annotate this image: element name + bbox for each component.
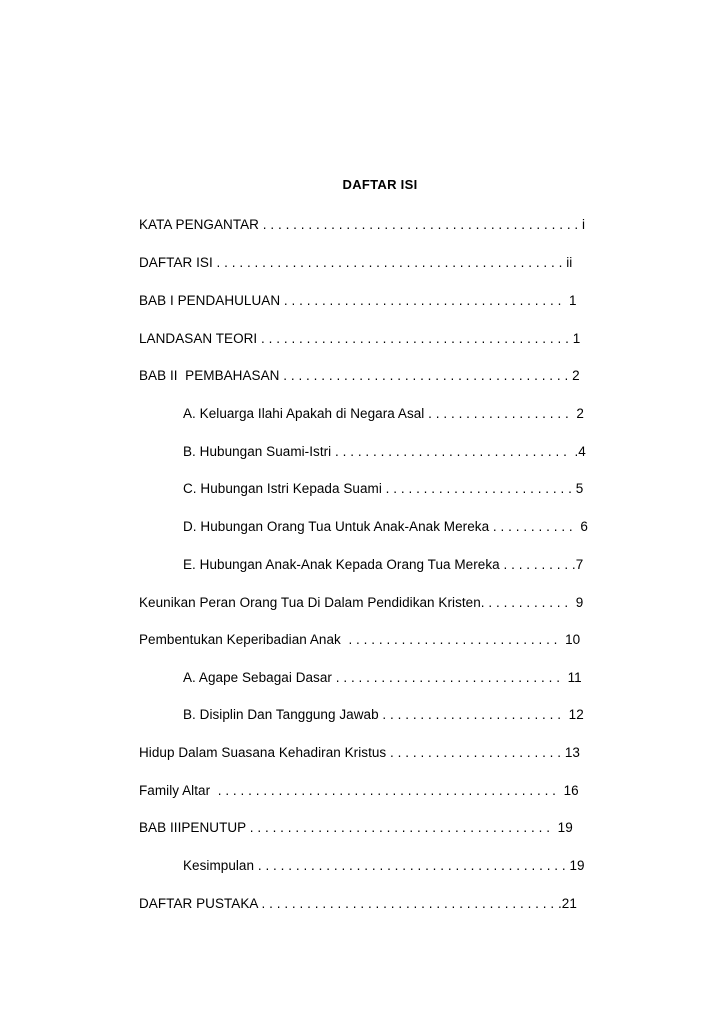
toc-entry-hubungan-suami-istri: B. Hubungan Suami-Istri . . . . . . . . . . . . . . . . . . . . . . . . . . . . . . . .4	[183, 444, 586, 459]
toc-entry-kesimpulan: Kesimpulan . . . . . . . . . . . . . . . . . . . . . . . . . . . . . . . . . . . . . . . . . 19	[183, 858, 585, 873]
toc-entry-bab-1-pendahuluan: BAB I PENDAHULUAN . . . . . . . . . . . . . . . . . . . . . . . . . . . . . . . . . . . . . 1	[139, 293, 577, 308]
toc-entry-kata-pengantar: KATA PENGANTAR . . . . . . . . . . . . . . . . . . . . . . . . . . . . . . . . . . . . . . . . . . i	[139, 217, 586, 232]
toc-entry-keluarga-ilahi: A. Keluarga Ilahi Apakah di Negara Asal . . . . . . . . . . . . . . . . . . . 2	[183, 406, 584, 421]
toc-entry-hubungan-anak-anak: E. Hubungan Anak-Anak Kepada Orang Tua Mereka . . . . . . . . . .7	[183, 557, 584, 572]
toc-entry-landasan-teori: LANDASAN TEORI . . . . . . . . . . . . . . . . . . . . . . . . . . . . . . . . . . . . . . . . . 1	[139, 331, 581, 346]
toc-entry-keunikan-peran: Keunikan Peran Orang Tua Di Dalam Pendidikan Kristen. . . . . . . . . . . . 9	[139, 595, 584, 610]
page-title: DAFTAR ISI	[342, 177, 418, 192]
toc-entry-family-altar: Family Altar . . . . . . . . . . . . . . . . . . . . . . . . . . . . . . . . . . . . . . . . . . . . . 16	[139, 783, 579, 798]
toc-entry-disiplin-dan-tanggung-jawab: B. Disiplin Dan Tanggung Jawab . . . . . . . . . . . . . . . . . . . . . . . . 12	[183, 707, 584, 722]
toc-entry-hidup-dalam-suasana: Hidup Dalam Suasana Kehadiran Kristus . . . . . . . . . . . . . . . . . . . . . . . 13	[139, 745, 580, 760]
toc-entry-daftar-pustaka: DAFTAR PUSTAKA . . . . . . . . . . . . . . . . . . . . . . . . . . . . . . . . . . . . . . . .21	[139, 896, 577, 911]
toc-entry-agape-sebagai-dasar: A. Agape Sebagai Dasar . . . . . . . . . . . . . . . . . . . . . . . . . . . . . . 11	[183, 670, 582, 685]
toc-entry-bab-2-pembahasan: BAB II PEMBAHASAN . . . . . . . . . . . . . . . . . . . . . . . . . . . . . . . . . . . . . . 2	[139, 368, 580, 383]
toc-entry-hubungan-istri-kepada-suami: C. Hubungan Istri Kepada Suami . . . . . . . . . . . . . . . . . . . . . . . . . 5	[183, 481, 584, 496]
toc-entry-daftar-isi: DAFTAR ISI . . . . . . . . . . . . . . . . . . . . . . . . . . . . . . . . . . . . . . . . . . . . . . ii	[139, 255, 573, 270]
toc-entry-hubungan-orang-tua: D. Hubungan Orang Tua Untuk Anak-Anak Mereka . . . . . . . . . . . 6	[183, 519, 588, 534]
toc-entry-pembentukan-keperibadian: Pembentukan Keperibadian Anak . . . . . . . . . . . . . . . . . . . . . . . . . . . . 10	[139, 632, 581, 647]
toc-entry-bab-3-penutup: BAB IIIPENUTUP . . . . . . . . . . . . . . . . . . . . . . . . . . . . . . . . . . . . . . . . 19	[139, 820, 573, 835]
